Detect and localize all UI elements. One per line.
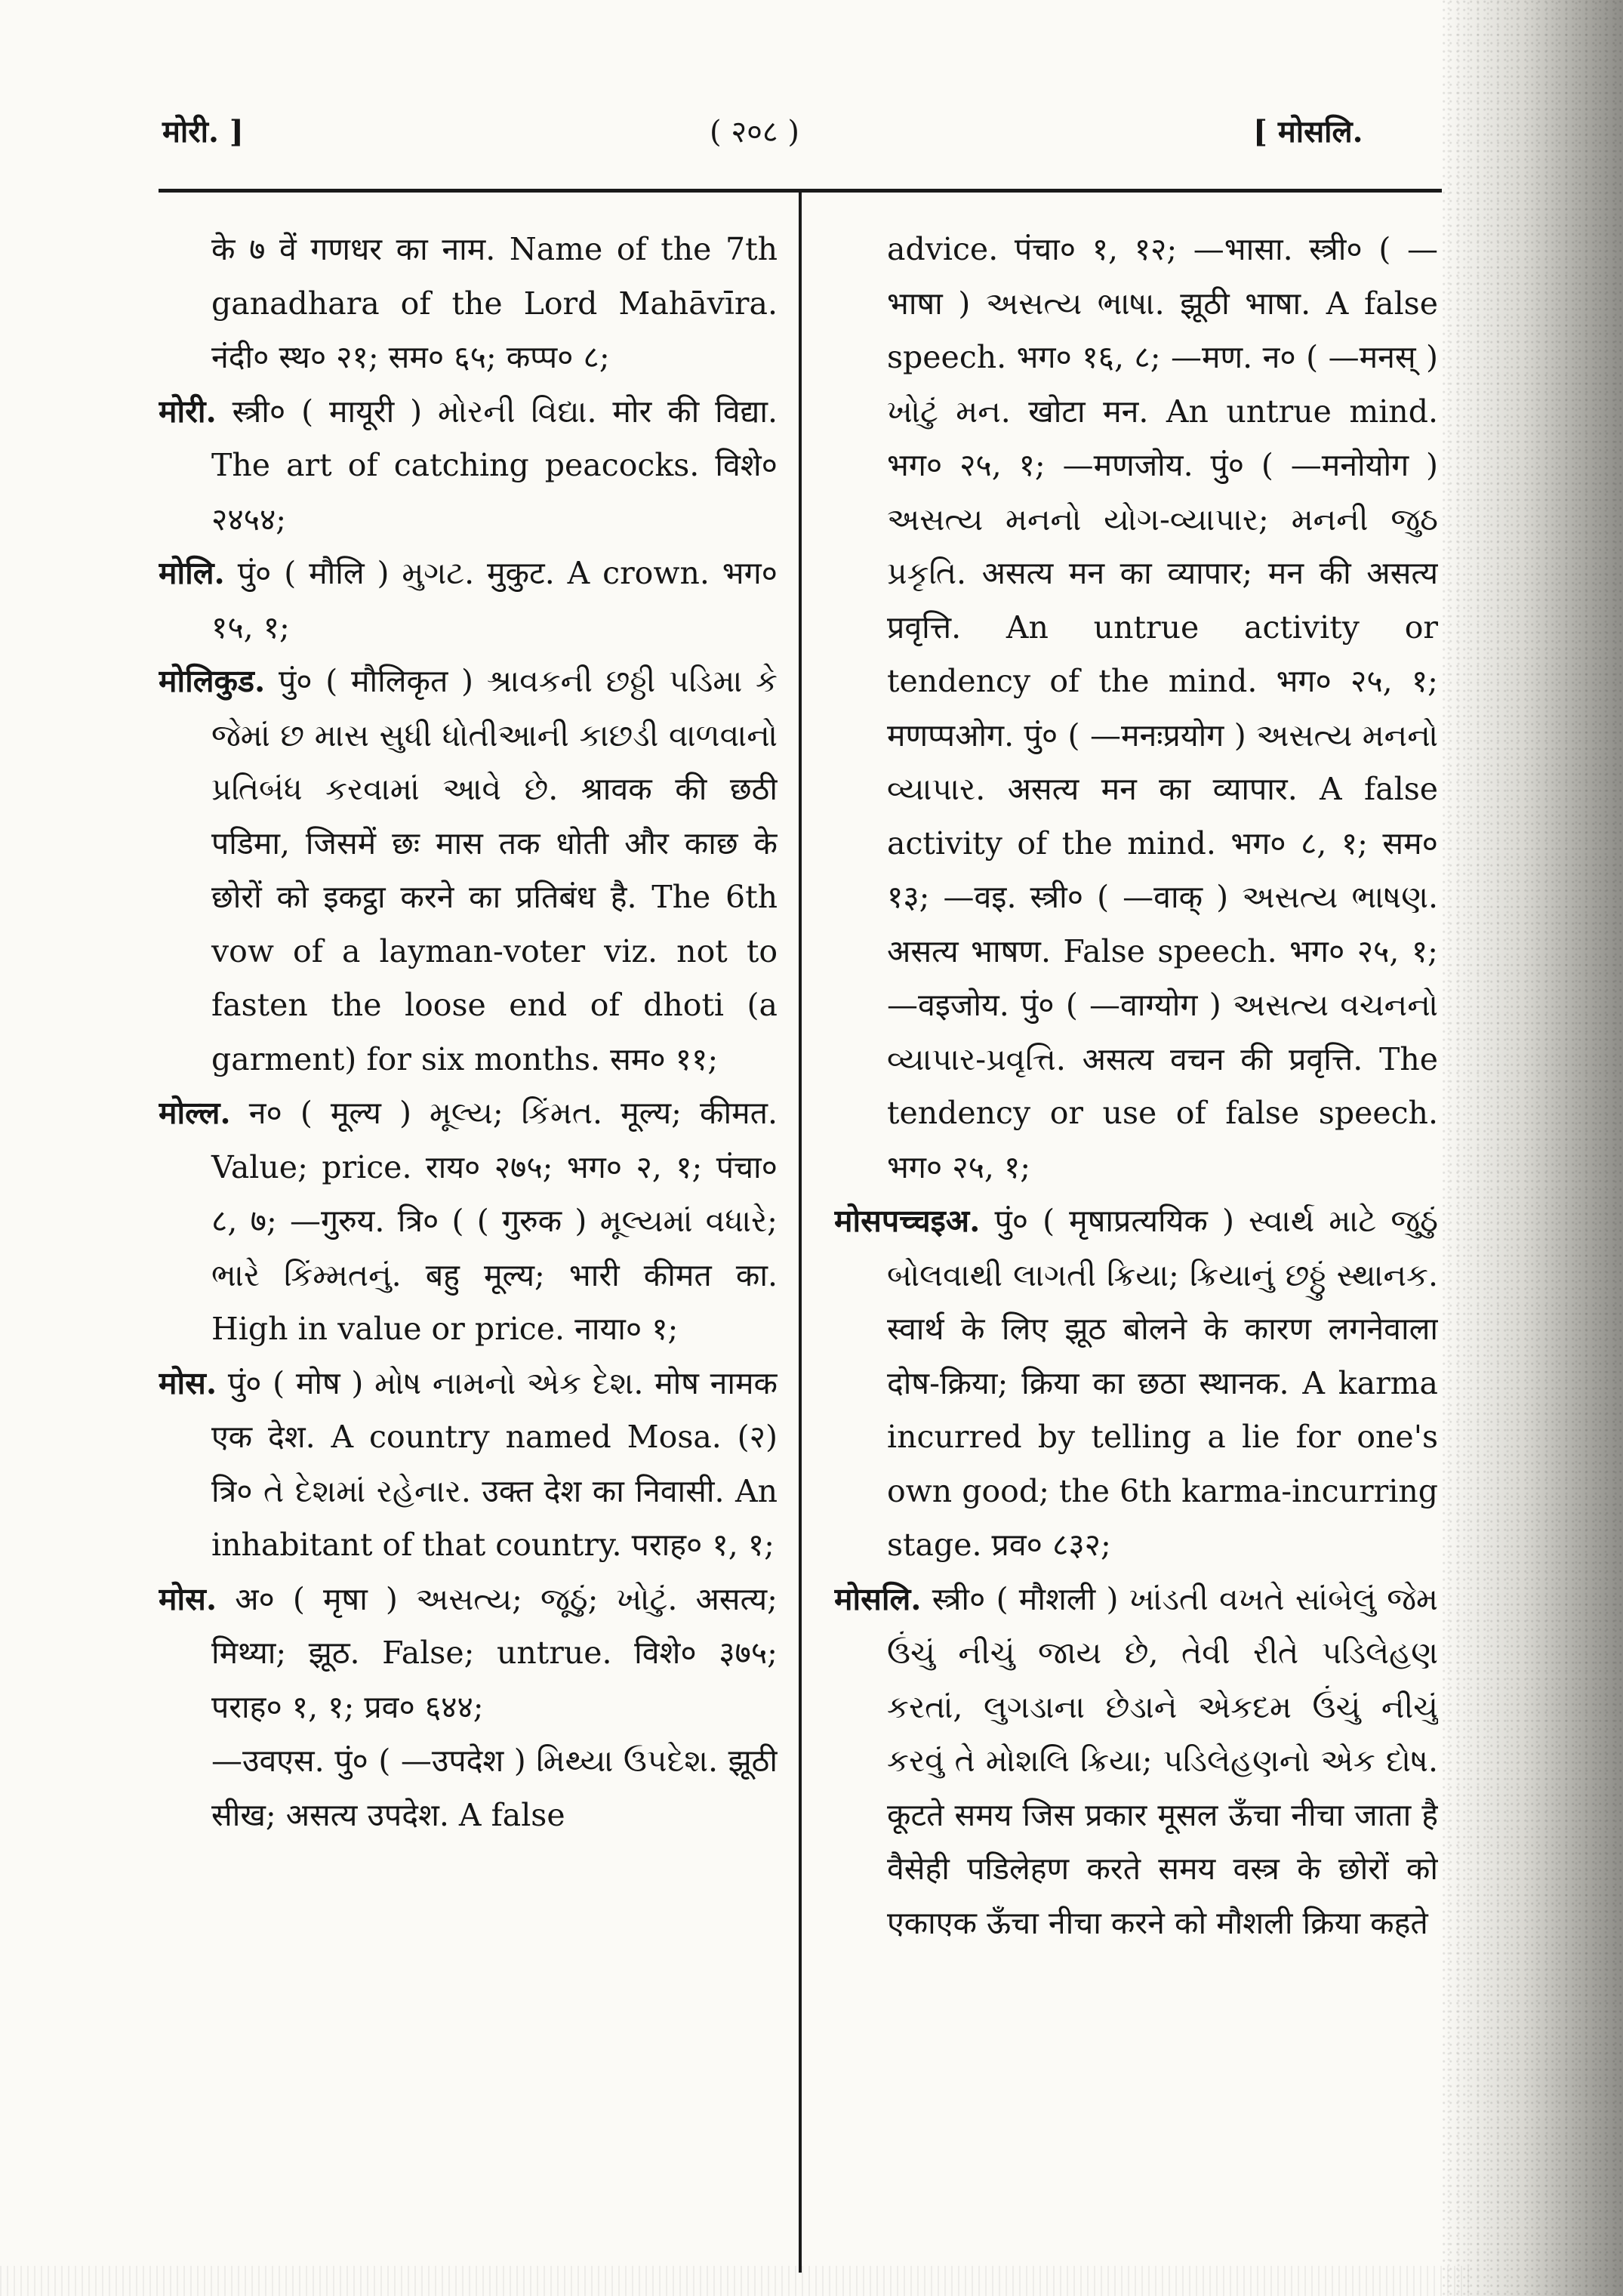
dictionary-entry (159, 385, 778, 547)
dictionary-entry (159, 655, 778, 1086)
entry-headword: मोलिकुड. (159, 663, 266, 699)
entry-text: पुं० ( मौलि ) મુગટ. मुकुट. A crown. भग० १५, १; (211, 555, 778, 646)
dictionary-entry (834, 223, 1438, 1194)
entry-text: पुं० ( मौलिकृत ) શ્રાવકની છઠ્ઠી પડિમા કે જેમાં છ માસ સુધી ધોતીઆની કાછડી વાળવાનો પ્રતિબંધ કરવામાં આવે છે. श्रावक की छठी पडिमा, जिसमें छः मास तक धोती और काछ के छोरों को इकट्ठा करने का प्रतिबंध है. The 6th vow of a layman-voter viz. not to fasten the loose end of dhoti (a garment) for six months. सम० ११; (211, 663, 778, 1077)
dictionary-entry (834, 1573, 1438, 1951)
entry-headword: मोस. (159, 1580, 217, 1617)
left-column (159, 223, 778, 2291)
dictionary-entry (159, 223, 778, 385)
entry-text: पुं० ( मृषाप्रत्ययिक ) સ્વાર્થ માટે જુઠું બોલવાથી લાગતી ક્રિયા; ક્રિયાનું છઠ્ઠું સ્થાનક. स्वार्थ के लिए झूठ बोलने के कारण लगनेवाला दोष-क्रिया; क्रिया का छठा स्थानक. A karma incurred by telling a lie for one's own good; the 6th karma-incurring stage. प्रव० ८३२; (887, 1203, 1438, 1563)
entry-text: advice. पंचा० १, १२; —भासा. स्त्री० ( —भाषा ) અસત્ય ભાષા. झूठी भाषा. A false speech. भग० १६, ८; —मण. न० ( —मनस् ) ખોટું મન. खोटा मन. An untrue mind. भग० २५, १; —मणजोय. पुं० ( —मनोयोग ) અસત્ય મનનો યોગ-વ્યાપાર; મનની જુઠ પ્રકૃતિ. असत्य मन का व्यापार; मन की असत्य प्रवृत्ति. An untrue activity or tendency of the mind. भग० २५, १; मणप्पओग. पुं० ( —मनःप्रयोग ) અસત્ય મનનો વ્યાપાર. असत्य मन का व्यापार. A false activity of the mind. भग० ८, १; सम० १३; —वइ. स्त्री० ( —वाक् ) અસત્ય ભાષણ. असत्य भाषण. False speech. भग० २५, १; —वइजोय. पुं० ( —वाग्योग ) અસત્ય વચનનો વ્યાપાર-પ્રવૃત્તિ. असत्य वचन की प्रवृत्ति. The tendency or use of false speech. भग० २५, १; (887, 231, 1438, 1185)
right-running-head: [ मोसलि. (1253, 114, 1363, 149)
entry-headword: मोसलि. (834, 1580, 922, 1617)
entry-text: न० ( मूल्य ) મૂલ્ય; કિંમત. मूल्य; कीमत. Value; price. राय० २७५; भग० २, १; पंचा० ८, ७; —गुरुय. त्रि० ( ( गुरुक ) મૂલ્યમાં વધારે; ભારે કિંમ્મતનું. बहु मूल्य; भारी कीमत का. High in value or price. नाया० १; (211, 1095, 778, 1347)
right-column (834, 223, 1438, 2291)
entry-headword: मोरी. (159, 393, 217, 430)
column-divider (799, 189, 802, 2273)
entry-text: स्त्री० ( मौशली ) ખાંડતી વખતે સાંબેલું જેમ ઉંચું નીચું જાય છે, તેવી રીતે પડિલેહણ કરતાં, લુગડાના છેડાને એકદમ ઉંચું નીચું કરવું તે મોશલિ ક્રિયા; પડિલેહણનો એક દોષ. कूटते समय जिस प्रकार मूसल ऊँचा नीचा जाता है वैसेही पडिलेहण करते समय वस्त्र के छोरों को एकाएक ऊँचा नीचा करने को मौशली क्रिया कहते (887, 1580, 1438, 1941)
entry-text: अ० ( मृषा ) અસત્ય; જૂઠું; ખોટું. असत्य; मिथ्या; झूठ. False; untrue. विशे० ३७५; पराह० १, १; प्रव० ६४४; (211, 1580, 778, 1725)
entry-text: —उवएस. पुं० ( —उपदेश ) મિથ્યા ઉપદેશ. झूठी सीख; असत्य उपदेश. A false (211, 1743, 778, 1833)
dictionary-entry (159, 1734, 778, 1842)
entry-headword: मोलि. (159, 555, 225, 591)
dictionary-entry (159, 547, 778, 655)
scan-shadow-edge (1442, 0, 1623, 2296)
dictionary-entry (159, 1357, 778, 1573)
dictionary-entry (834, 1194, 1438, 1573)
entry-headword: मोसपच्चइअ. (834, 1203, 981, 1239)
dictionary-entry (159, 1086, 778, 1357)
page-number: ( २०८ ) (710, 115, 800, 149)
left-running-head: मोरी. ] (162, 114, 244, 149)
entry-text: पुं० ( मोष ) મોષ નામનો એક દેશ. मोष नामक एक देश. A country named Mosa. (२) त्रि० તે દેશમાં રહેનાર. उक्त देश का निवासी. An inhabitant of that country. पराह० १, १; (211, 1364, 778, 1563)
entry-headword: मोल्ल. (159, 1095, 231, 1131)
entry-text: स्त्री० ( मायूरी ) મોરની વિદ્યા. मोर की विद्या. The art of catching peacocks. विशे० २४५४; (211, 393, 778, 538)
dictionary-entry (159, 1573, 778, 1735)
entry-headword: मोस. (159, 1364, 217, 1401)
entry-text: के ७ वें गणधर का नाम. Name of the 7th ganadhara of the Lord Mahāvīra. नंदी० स्थ० २१; सम० ६५; कप्प० ८; (211, 231, 778, 375)
